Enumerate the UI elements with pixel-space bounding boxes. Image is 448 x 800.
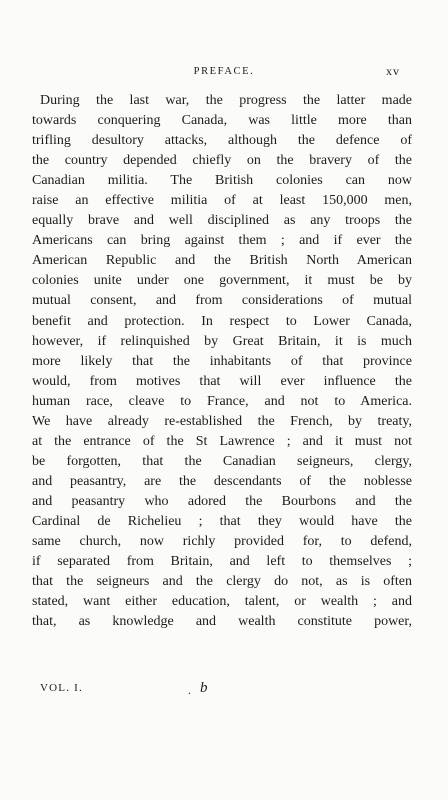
text-line: that the seigneurs and the clergy do not, as is often <box>32 574 412 590</box>
signature-mark: b <box>200 680 208 696</box>
text-line: at the entrance of the St Lawrence ; and it must not <box>32 433 412 449</box>
text-line: the country depended chiefly on the bravery of the <box>32 153 412 169</box>
text-line: and peasantry, are the descendants of the noblesse <box>32 473 412 489</box>
text-line: We have already re-established the French, by treaty, <box>32 413 412 429</box>
signature-dot: . <box>188 683 191 697</box>
text-line: same church, now richly provided for, to defend, <box>32 534 412 550</box>
text-line: colonies unite under one government, it must be by <box>32 273 412 289</box>
running-head <box>0 64 448 80</box>
text-line: Cardinal de Richelieu ; that they would have the <box>32 513 412 529</box>
text-line: Canadian militia. The British colonies can now <box>32 173 412 189</box>
page-footer <box>0 680 448 700</box>
text-line: and peasantry who adored the Bourbons and the <box>32 493 412 509</box>
text-line: benefit and protection. In respect to Lower Canada, <box>32 313 412 329</box>
text-line: would, from motives that will ever influence the <box>32 373 412 389</box>
running-title: PREFACE. <box>193 66 255 77</box>
text-line: Americans can bring against them ; and if ever the <box>32 233 412 249</box>
volume-marker: VOL. I. <box>40 682 83 694</box>
text-line: stated, want either education, talent, or wealth ; and <box>32 594 412 610</box>
text-line: be forgotten, that the Canadian seigneurs, clergy, <box>32 453 412 469</box>
text-line: raise an effective militia of at least 150,000 men, <box>32 193 412 209</box>
text-line: more likely that the inhabitants of that province <box>32 353 412 369</box>
text-line: equally brave and well disciplined as any troops the <box>32 213 412 229</box>
page-number: xv <box>386 64 400 78</box>
text-line: mutual consent, and from considerations of mutual <box>32 293 412 309</box>
text-line: if separated from Britain, and left to themselves ; <box>32 554 412 570</box>
text-line: human race, cleave to France, and not to America. <box>32 393 412 409</box>
text-line: During the last war, the progress the latter made <box>40 93 412 108</box>
text-line: trifling desultory attacks, although the defence of <box>32 133 412 149</box>
text-line: that, as knowledge and wealth constitute power, <box>32 614 412 630</box>
text-line: American Republic and the British North American <box>32 253 412 269</box>
text-line: however, if relinquished by Great Britain, it is much <box>32 333 412 349</box>
text-line: towards conquering Canada, was little more than <box>32 113 412 129</box>
body-text <box>32 91 412 632</box>
